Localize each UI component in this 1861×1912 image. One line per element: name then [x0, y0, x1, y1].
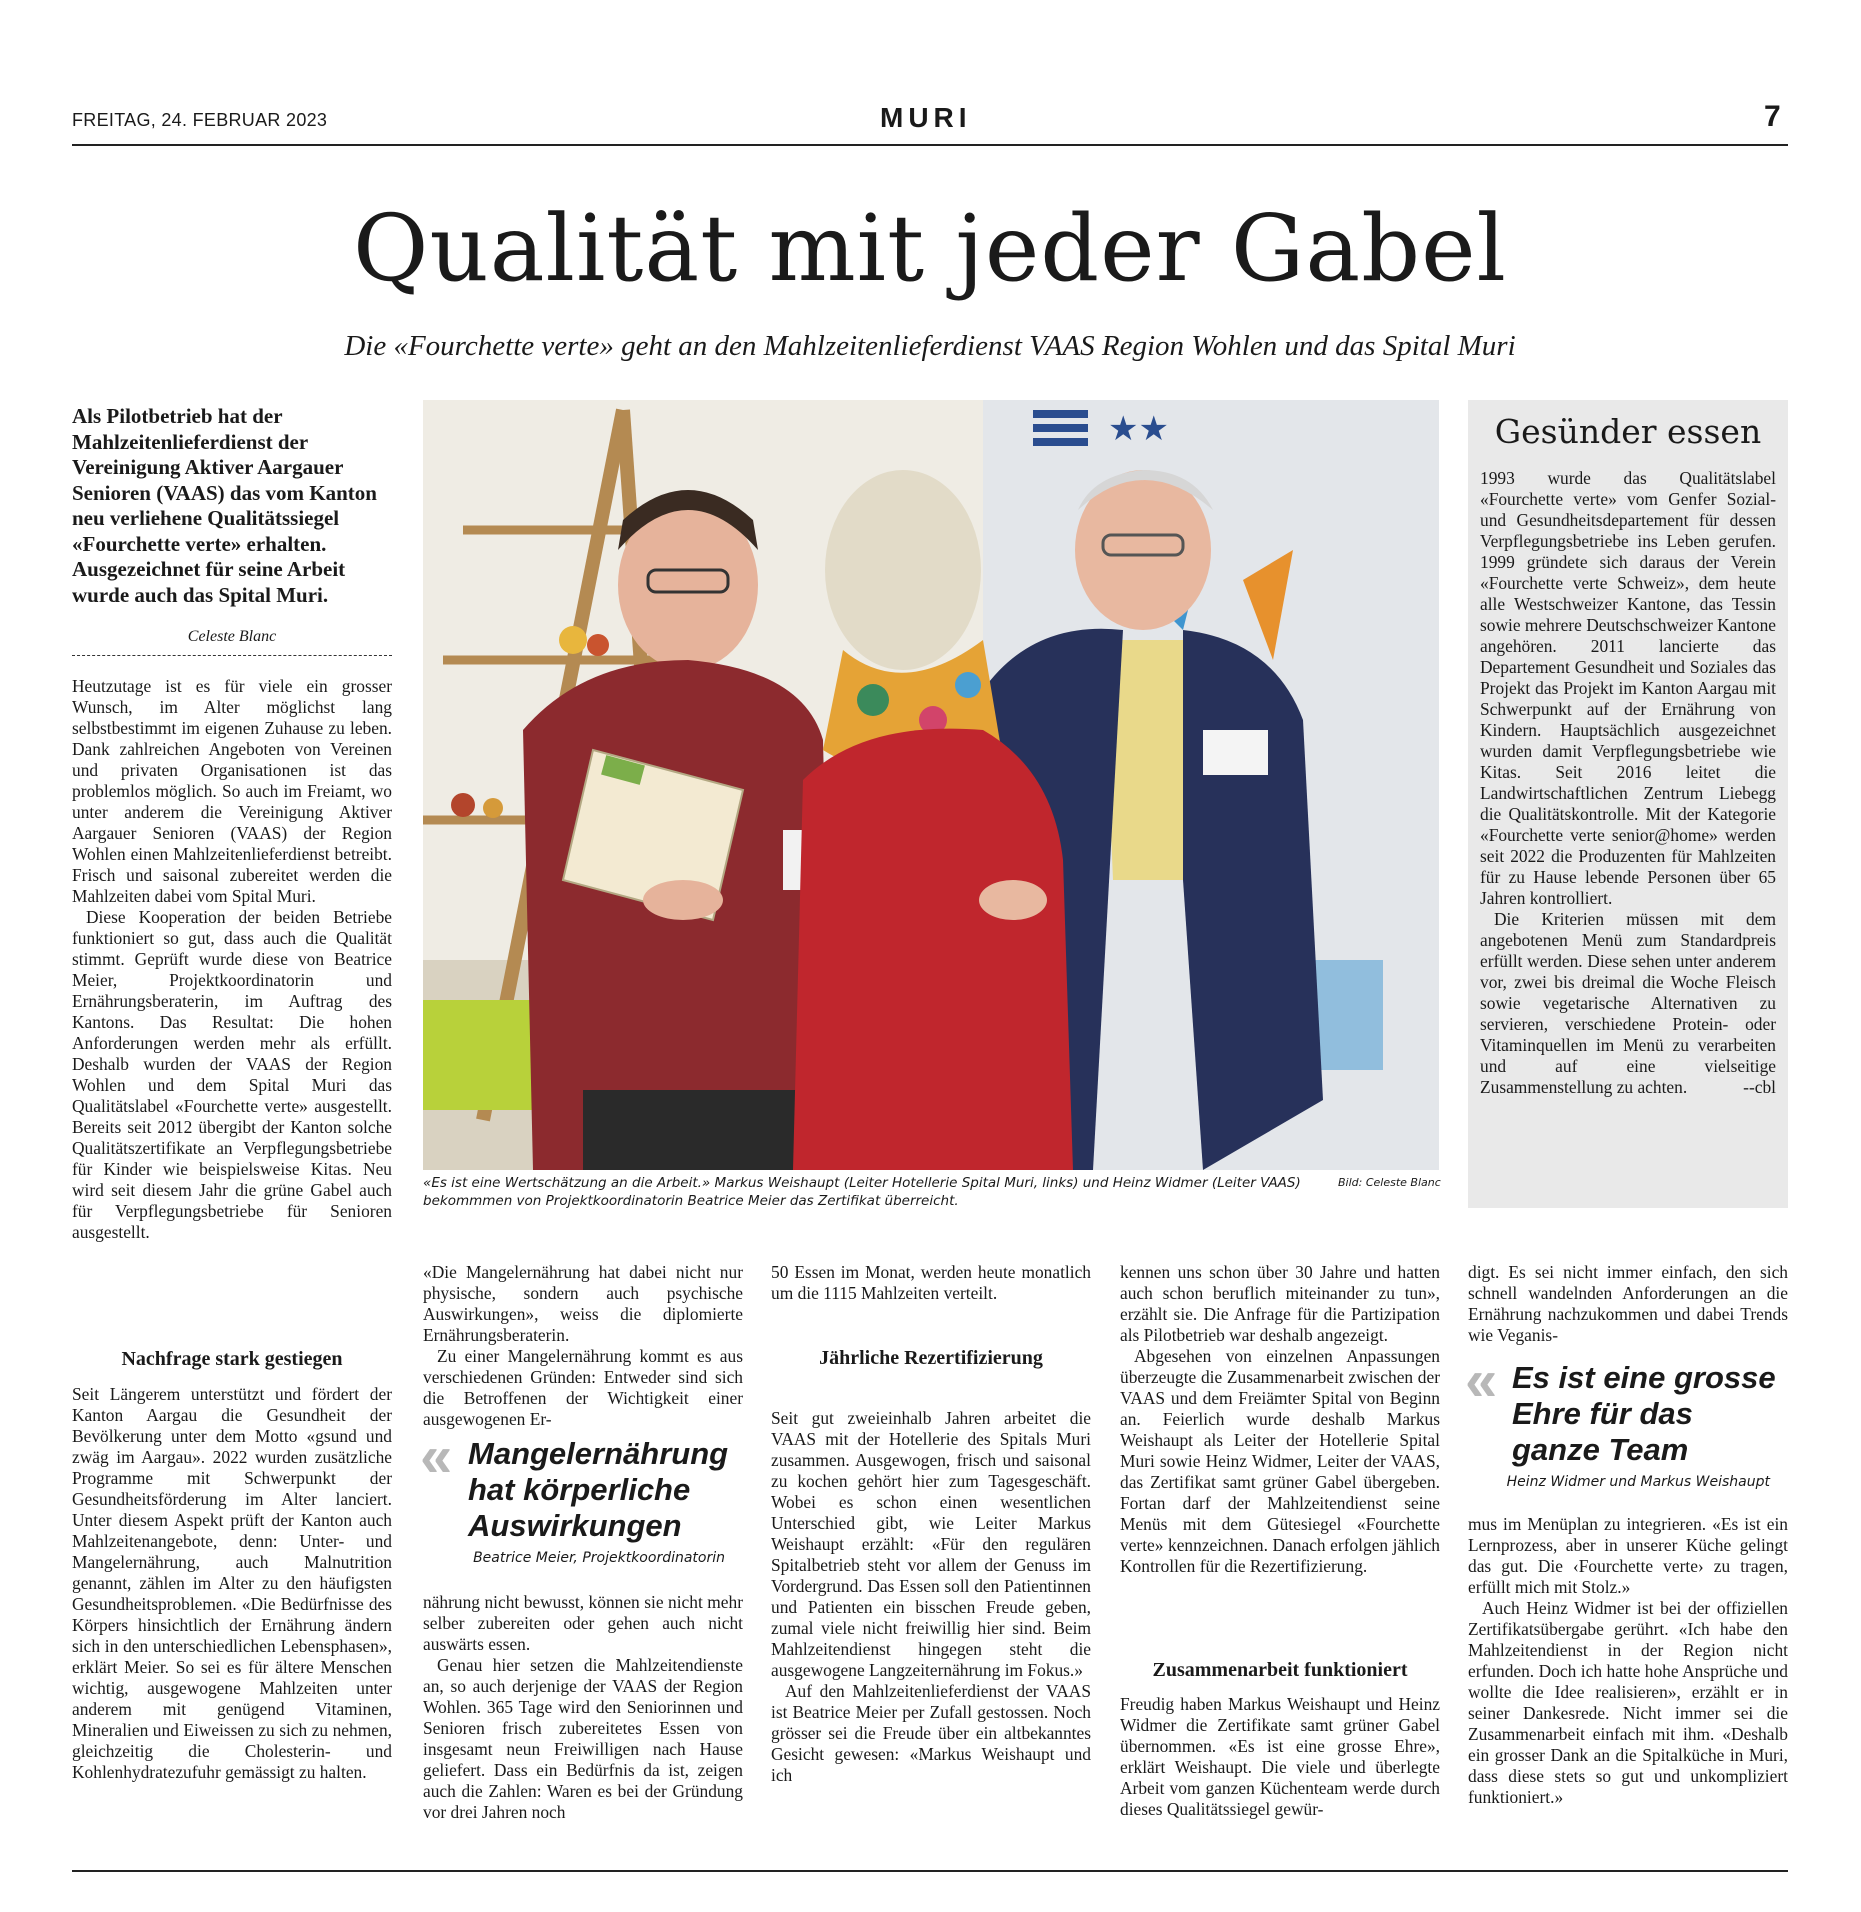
pull-quote-source: Heinz Widmer und Markus Weishaupt	[1506, 1474, 1770, 1490]
article-headline: Qualität mit jeder Gabel	[353, 195, 1507, 302]
column-2-top	[423, 1262, 743, 1430]
quote-mark-icon: «	[420, 1424, 453, 1489]
column-4-bottom	[1120, 1694, 1440, 1820]
info-paragraph: 1993 wurde das Qualitätslabel «Fourchette verte» vom Genfer Sozial- und Gesundheitsdepartement für dessen Verpflegungsbetriebe ins Leben gerufen. 1999 gründete sich daraus der Verein «Fourchette verte Schweiz», dem heute alle Westschweizer Kantone, das Tessin sowie mehrere Deutschschweizer Kantone angehören. 2011 lancierte das Departement Gesundheit und Soziales das Projekt das Projekt im Kanton Aargau mit Schwerpunkt auf der Ernährung von Kindern. Hauptsächlich ausgezeichnet wurden damit Verpflegungsbetriebe wie Kitas. Seit 2016 leitet die Landwirtschaftlichen Zentrum Liebegg die Qualitätskontrolle. Mit der Kategorie «Fourchette verte senior@home» werden seit 2022 die Produzenten für Mahlzeiten für zu Hause lebende Personen über 65 Jahren kontrolliert.	[1480, 468, 1776, 908]
header-rule	[72, 144, 1788, 146]
info-box-title: Gesünder essen	[1494, 412, 1762, 451]
body-paragraph: Genau hier setzen die Mahlzeitendienste an, so auch derjenige der VAAS der Region Wohlen. 365 Tage wird den Seniorinnen und Senioren frisch zubereitetes Essen von insgesamt neun Freiwilligen nach Hause geliefert. Dass ein Bedürfnis da ist, zeigen auch die Zahlen: Waren es bei der Gründung vor drei Jahren noch	[423, 1655, 743, 1822]
article-subhead: Die «Fourchette verte» geht an den Mahlzeitenlieferdienst VAAS Region Wohlen und das Spital Muri	[344, 330, 1516, 362]
quote-mark-icon: «	[1465, 1348, 1498, 1413]
body-paragraph: Seit Längerem unterstützt und fördert der Kanton Aargau die Gesundheit der Bevölkerung unter dem Motto «gsund und zwäg im Aargau». 2022 wurden zusätzliche Programme mit Schwerpunkt der Gesundheitsförderung im Alter lanciert. Unter diesem Aspekt prüft der Kanton auch Mahlzeitenangebote, denn: Unter- und Mangelernährung, auch Malnutrition genannt, zählen im Alter zu den häufigsten Gesundheitsproblemen. «Die Bedürfnisse des Körpers hinsichtlich der Ernährung ändern sich in den unterschiedlichen Lebensphasen», erklärt Meier. So sei es für ältere Menschen wichtig, ausgewogene Mahlzeiten unter anderem mit genügend Vitaminen, Mineralien und Eiweissen zu sich zu nehmen, gleichzeitig die Cholesterin- und Kohlenhydratezufuhr gemässigt zu halten.	[72, 1384, 392, 1782]
column-4-top	[1120, 1262, 1440, 1577]
pull-quote: Mangelernährung hat körperliche Auswirkungen	[468, 1436, 729, 1543]
body-paragraph: nährung nicht bewusst, können sie nicht mehr selber zubereiten oder gehen auch nicht auswärts essen.	[423, 1592, 743, 1654]
info-paragraph	[1480, 909, 1776, 1098]
article-lead: Als Pilotbetrieb hat der Mahlzeitenlieferdienst der Vereinigung Aktiver Aargauer Senioren (VAAS) das vom Kanton neu verliehene Qualitätssiegel «Fourchette verte» erhalten. Ausgezeichnet für seine Arbeit wurde auch das Spital Muri.	[72, 404, 377, 607]
body-paragraph: Heutzutage ist es für viele ein grosser Wunsch, im Alter möglichst lang selbstbestimmt im eigenen Zuhause zu leben. Dank zahlreichen Angeboten von Vereinen und privaten Organisationen ist das problemlos möglich. So auch im Freiamt, wo unter anderem die Vereinigung Aktiver Aargauer Senioren (VAAS) der Region Wohlen einen Mahlzeitenlieferdienst betreibt. Frisch und saisonal zubereitet werden die Mahlzeiten dabei vom Spital Muri.	[72, 676, 392, 906]
article-photo	[423, 400, 1439, 1170]
info-signature: --cbl	[1743, 1077, 1776, 1097]
byline-rule	[72, 655, 392, 656]
issue-date: FREITAG, 24. FEBRUAR 2023	[72, 110, 328, 130]
body-paragraph: Seit gut zweieinhalb Jahren arbeitet die VAAS mit der Hotellerie des Spitals Muri zusammen. Ausgewogen, frisch und saisonal zu kochen gehört hier zum Tagesgeschäft. Wobei es schon einen wesentlichen Unterschied gibt, wie Leiter Markus Weishaupt erzählt: «Für den regulären Spitalbetrieb steht vor allem der Genuss im Vordergrund. Das Essen soll den Patientinnen und Patienten ein bisschen Freude geben, zumal viele nicht freiwillig hier sind. Beim Mahlzeitendienst hingegen steht die ausgewogene Langzeiternährung im Fokus.»	[771, 1408, 1091, 1680]
subtitle-nachfrage: Nachfrage stark gestiegen	[121, 1348, 343, 1370]
section-title: MURI	[880, 102, 972, 133]
pull-quote-source: Beatrice Meier, Projektkoordinatorin	[473, 1550, 725, 1566]
body-paragraph: Freudig haben Markus Weishaupt und Heinz Widmer die Zertifikate samt grüner Gabel übernommen. «Es ist eine grosse Ehre», erklärt Weishaupt. Die viele und überlegte Arbeit vom ganzen Küchenteam werde durch dieses Qualitätssiegel gewür-	[1120, 1694, 1440, 1819]
subtitle-zusammenarbeit: Zusammenarbeit funktioniert	[1152, 1659, 1408, 1681]
author-byline: Celeste Blanc	[187, 628, 277, 645]
body-paragraph: Auf den Mahlzeitenlieferdienst der VAAS ist Beatrice Meier per Zufall gestossen. Noch grösser sei die Freude über ein altbekanntes Gesicht gewesen: «Markus Weishaupt und ich	[771, 1681, 1091, 1785]
column-2-bottom	[423, 1592, 743, 1823]
body-paragraph: 50 Essen im Monat, werden heute monatlich um die 1115 Mahlzeiten verteilt.	[771, 1262, 1091, 1303]
pull-quote: Es ist eine grosse Ehre für das ganze Team	[1512, 1360, 1776, 1467]
body-paragraph: digt. Es sei nicht immer einfach, den sich schnell wandelnden Anforderungen an die Ernährung nachzukommen und dabei Trends wie Veganis-	[1468, 1262, 1788, 1345]
page-number: 7	[1764, 100, 1781, 133]
column-1-bottom	[72, 1384, 392, 1783]
column-1-top	[72, 676, 392, 1243]
svg-text:★★: ★★	[1108, 409, 1169, 449]
subtitle-rezertifizierung: Jährliche Rezertifizierung	[819, 1347, 1043, 1369]
body-paragraph: «Die Mangelernährung hat dabei nicht nur physische, sondern auch psychische Auswirkungen», weiss die diplomierte Ernährungsberaterin.	[423, 1262, 743, 1345]
column-5-top	[1468, 1262, 1788, 1346]
body-paragraph: Zu einer Mangelernährung kommt es aus verschiedenen Gründen: Entweder sind sich die Betroffenen der Wichtigkeit einer ausgewogenen Er-	[423, 1346, 743, 1429]
photo-credit: Bild: Celeste Blanc	[1338, 1176, 1441, 1189]
footer-rule	[72, 1870, 1788, 1872]
column-3-top	[771, 1262, 1091, 1304]
photo-caption: «Es ist eine Wertschätzung an die Arbeit.» Markus Weishaupt (Leiter Hotellerie Spital Muri, links) und Heinz Widmer (Leiter VAAS) bekommmen von Projektkoordinatorin Beatrice Meier das Zertifikat überreicht.	[423, 1175, 1301, 1209]
body-paragraph: Abgesehen von einzelnen Anpassungen überzeugte die Zusammenarbeit zwischen der VAAS und dem Freiämter Spital von Beginn an. Feierlich wurde deshalb Markus Weishaupt als Leiter der Hotellerie Spital Muri sowie Heinz Widmer, Leiter der VAAS, das Zertifikat samt grüner Gabel übergeben. Fortan darf der Mahlzeitendienst seine Menüs mit dem Gütesiegel «Fourchette verte» kennzeichnen. Danach erfolgen jählich Kontrollen für die Rezertifizierung.	[1120, 1346, 1440, 1576]
info-paragraph-text: Die Kriterien müssen mit dem angebotenen Menü zum Standardpreis erfüllt werden. Diese sehen unter anderem vor, zwei bis dreimal die Woche Fleisch sowie vegetarische Alternativen zu servieren, verschiedene Protein- oder Vitaminquellen im Menü zu verarbeiten und auf eine vielseitige Zusammenstellung zu achten.	[1480, 909, 1776, 1097]
body-paragraph: Auch Heinz Widmer ist bei der offiziellen Zertifikatsübergabe gerührt. «Ich habe den Mahlzeitendienst in der Region nicht erfunden. Doch ich hatte hohe Ansprüche und wollte die Idee realisieren», erzählt er in seiner Dankesrede. Nicht immer sei die Zusammenarbeit einfach mit ihm. «Deshalb ein grosser Dank an die Spitalküche in Muri, dass diese stets so gut und unkompliziert funktioniert.»	[1468, 1598, 1788, 1807]
body-paragraph: mus im Menüplan zu integrieren. «Es ist ein Lernprozess, aber in unserer Küche gelingt das gut. Die ‹Fourchette verte› zu tragen, erfüllt mich mit Stolz.»	[1468, 1514, 1788, 1597]
column-3-bottom	[771, 1408, 1091, 1786]
body-paragraph: Diese Kooperation der beiden Betriebe funktioniert so gut, dass auch die Qualität stimmt. Geprüft wurde diese von Beatrice Meier, Projektkoordinatorin und Ernährungsberaterin, im Auftrag des Kantons. Das Resultat: Die hohen Anforderungen werden mehr als erfüllt. Deshalb wurden der VAAS der Region Wohlen und dem Spital Muri das Qualitätslabel «Fourchette verte» ausgestellt. Bereits seit 2012 übergibt der Kanton solche Qualitätszertifikate an Verpflegungsbetriebe für Kinder wie beispielsweise Kitas. Neu wird seit diesem Jahr die grüne Gabel auch für Verpflegungsbetriebe für Senioren ausgestellt.	[72, 907, 392, 1242]
body-paragraph: kennen uns schon über 30 Jahre und hatten auch schon beruflich miteinander zu tun», erzählt sie. Die Anfrage für die Partizipation als Pilotbetrieb war deshalb angezeigt.	[1120, 1262, 1440, 1345]
column-5-bottom	[1468, 1514, 1788, 1808]
info-box-text	[1480, 468, 1776, 1098]
photo-illustration	[423, 400, 1439, 1170]
